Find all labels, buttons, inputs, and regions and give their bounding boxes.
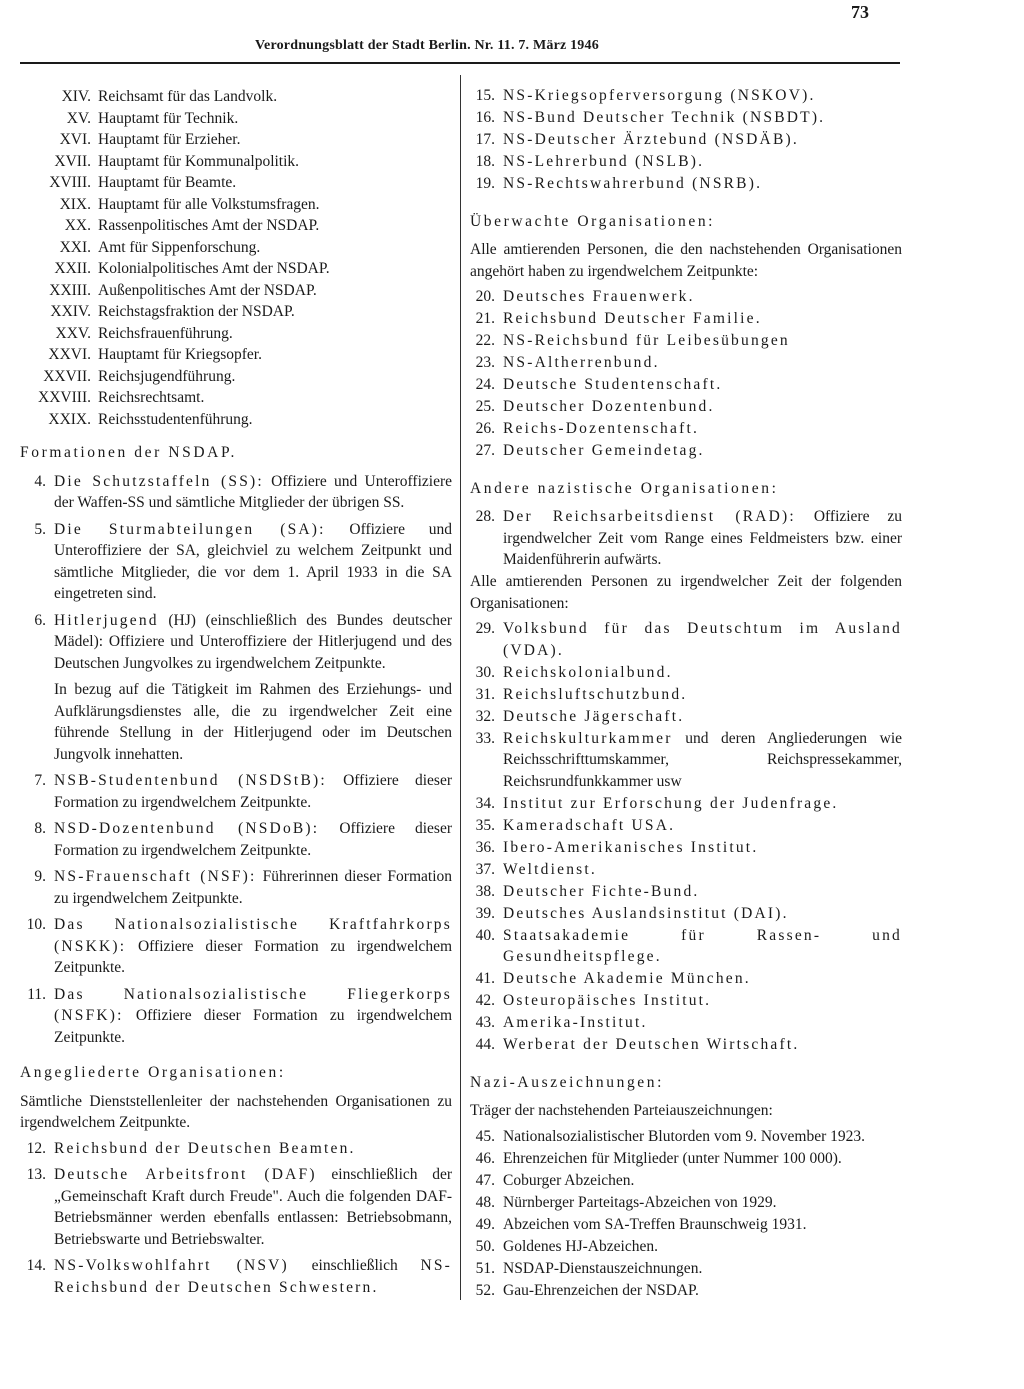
section-title-andere: Andere nazistische Organisationen: <box>470 479 779 497</box>
header-title: Verordnungsblatt der Stadt Berlin. Nr. 11. 7. März 1946 <box>255 38 599 53</box>
list-item: 40. Staatsakademie für Rassen- und Gesundheitspflege. <box>475 926 902 965</box>
list-item: 31. Reichsluftschutzbund. <box>475 685 688 703</box>
list-item: 20. Deutsches Frauenwerk. <box>475 288 695 305</box>
list-item: 19. NS-Rechtswahrerbund (NSRB). <box>475 175 763 192</box>
list-item: 21. Reichsbund Deutscher Familie. <box>475 310 762 327</box>
list-item: 26. Reichs-Dozentenschaft. <box>475 420 700 437</box>
list-item: 52. Gau-Ehrenzeichen der NSDAP. <box>475 1281 699 1299</box>
page-number: 73 <box>851 2 869 22</box>
list-item: XVII. Hauptamt für Kommunalpolitik. <box>54 152 300 170</box>
list-item: XXIV. Reichstagsfraktion der NSDAP. <box>50 303 295 320</box>
list-item: 15. NS-Kriegsopferversorgung (NSKOV). <box>475 87 816 104</box>
list-item: 18. NS-Lehrerbund (NSLB). <box>475 153 705 170</box>
list-item: 51. NSDAP-Dienstauszeichnungen. <box>475 1259 703 1277</box>
list-item: XVIII. Hauptamt für Beamte. <box>49 174 237 191</box>
list-item: 9. NS-Frauenschaft (NSF): Führerinnen dieser Formation zu irgendwelchem Zeitpunkte. <box>34 868 452 907</box>
list-item: 14. NS-Volkswohlfahrt (NSV) einschließlich NS-Reichsbund der Deutschen Schwestern. <box>26 1257 453 1296</box>
list-item: 30. Reichskolonialbund. <box>475 663 673 681</box>
list-item: XIV. Reichsamt für das Landvolk. <box>61 88 278 105</box>
section-intro: Alle amtierenden Personen, die den nachstehenden Organisationen angehört haben zu irgendwelchem Zeitpunkte: <box>470 241 902 280</box>
section-intro: Alle amtierenden Personen zu irgendwelcher Zeit der folgenden Organisationen: <box>470 573 902 612</box>
list-item: 22. NS-Reichsbund für Leibesübungen <box>475 332 790 349</box>
list-item: 50. Goldenes HJ-Abzeichen. <box>475 1237 658 1255</box>
column-divider <box>460 75 461 1300</box>
section-title-formationen: Formationen der NSDAP. <box>20 444 237 461</box>
list-item: XXIX. Reichsstudentenführung. <box>48 410 253 428</box>
list-item: 38. Deutscher Fichte-Bund. <box>475 882 700 900</box>
list-item: 33. Reichskulturkammer und deren Angliederungen wie Reichsschrifttumskammer, Reichspressekammer, Reichsrundfunkkammer usw <box>475 729 903 790</box>
list-item: XXVI. Hauptamt für Kriegsopfer. <box>48 346 262 363</box>
list-item: 28. Der Reichsarbeitsdienst (RAD): Offiziere zu irgendwelcher Zeit vom Range eines Feldmeisters bzw. einer Maidenführerin aufwärts. <box>475 508 903 568</box>
list-item: XXV. Reichsfrauenführung. <box>55 324 233 342</box>
list-item: 25. Deutscher Dozentenbund. <box>475 398 715 415</box>
left-column <box>20 86 452 1298</box>
header-rule <box>20 62 900 64</box>
list-item: 24. Deutsche Studentenschaft. <box>475 376 723 393</box>
list-item: 35. Kameradschaft USA. <box>475 816 676 834</box>
list-item: 27. Deutscher Gemeindetag. <box>475 442 705 459</box>
list-item: 16. NS-Bund Deutscher Technik (NSBDT). <box>475 109 826 126</box>
list-item: 45. Nationalsozialistischer Blutorden vom 9. November 1923. <box>475 1127 866 1145</box>
list-item: 8. NSD-Dozentenbund (NSDoB): Offiziere dieser Formation zu irgendwelchem Zeitpunkte. <box>34 820 452 859</box>
list-item: XXI. Amt für Sippenforschung. <box>59 238 261 256</box>
list-item: 42. Osteuropäisches Institut. <box>475 992 712 1009</box>
roman-list <box>20 86 452 430</box>
list-item: 48. Nürnberger Parteitags-Abzeichen von 1929. <box>475 1193 777 1211</box>
section-intro: Träger der nachstehenden Parteiauszeichnungen: <box>470 1102 773 1119</box>
section-title-ueberwachte: Überwachte Organisationen: <box>470 212 716 230</box>
list-item: 41. Deutsche Akademie München. <box>475 970 751 987</box>
list-item: XIX. Hauptamt für alle Volkstumsfragen. <box>59 195 320 213</box>
list-item: 49. Abzeichen vom SA-Treffen Braunschweig 1931. <box>475 1215 807 1233</box>
list-item: 47. Coburger Abzeichen. <box>475 1171 635 1189</box>
list-item: 39. Deutsches Auslandsinstitut (DAI). <box>475 904 789 922</box>
list-item: 17. NS-Deutscher Ärztebund (NSDÄB). <box>475 131 799 148</box>
list-item: 44. Werberat der Deutschen Wirtschaft. <box>475 1036 800 1053</box>
list-item: 12. Reichsbund der Deutschen Beamten. <box>26 1139 356 1157</box>
list-item: XXVIII. Reichsrechtsamt. <box>38 389 205 406</box>
list-item: 32. Deutsche Jägerschaft. <box>475 707 685 725</box>
section-title-auszeichnungen: Nazi-Auszeichnungen: <box>470 1073 665 1091</box>
list-item: 13. Deutsche Arbeitsfront (DAF) einschließlich der „Gemeinschaft Kraft durch Freude". Auch die folgenden DAF-Betriebsmänner werden ebenfalls entlassen: Betriebsobmann, Betriebswarte und Betriebswalter. <box>26 1166 452 1248</box>
list-item: 46. Ehrenzeichen für Mitglieder (unter Nummer 100 000). <box>475 1149 842 1167</box>
list-item: XXIII. Außenpolitisches Amt der NSDAP. <box>49 281 317 299</box>
list-item: 23. NS-Altherrenbund. <box>475 354 660 371</box>
list-item: 10. Das Nationalsozialistische Kraftfahrkorps (NSKK): Offiziere dieser Formation zu irgendwelchem Zeitpunkte. <box>26 916 453 976</box>
page-header <box>255 38 895 60</box>
list-item: 29. Volksbund für das Deutschtum im Ausland (VDA). <box>475 620 902 659</box>
list-item: XVI. Hauptamt für Erzieher. <box>59 131 241 148</box>
list-item: 34. Institut zur Erforschung der Judenfrage. <box>475 794 839 812</box>
list-item: 43. Amerika-Institut. <box>475 1014 648 1031</box>
list-item: 11. Das Nationalsozialistische Fliegerkorps (NSFK): Offiziere dieser Formation zu irgendwelchem Zeitpunkte. <box>27 985 453 1046</box>
right-column <box>470 85 902 1302</box>
list-item: 36. Ibero-Amerikanisches Institut. <box>475 838 759 856</box>
hj-paragraph: In bezug auf die Tätigkeit im Rahmen des Erziehungs- und Aufklärungsdienstes alle, die zu irgendwelcher Zeit eine führende Stellung in der Hitlerjugend oder im Deutschen Jungvolk innehatten. <box>54 681 452 763</box>
list-item: 7. NSB-Studentenbund (NSDStB): Offiziere dieser Formation zu irgendwelchem Zeitpunkte. <box>34 772 453 811</box>
list-item: XX. Rassenpolitisches Amt der NSDAP. <box>64 217 320 234</box>
list-item: XXII. Kolonialpolitisches Amt der NSDAP. <box>54 260 330 277</box>
list-item: 37. Weltdienst. <box>475 860 597 878</box>
list-item: 4. Die Schutzstaffeln (SS): Offiziere und Unteroffiziere der Waffen-SS und sämtliche Mitglieder der übrigen SS. <box>34 472 453 511</box>
list-item: XXVII. Reichsjugendführung. <box>43 367 236 385</box>
section-intro: Sämtliche Dienststellenleiter der nachstehenden Organisationen zu irgendwelchem Zeitpunkte. <box>20 1092 452 1131</box>
section-title-angegliederte: Angegliederte Organisationen: <box>20 1064 286 1081</box>
list-item: 6. Hitlerjugend (HJ) (einschließlich des Bundes deutscher Mädel): Offiziere und Unteroffiziere der Hitlerjugend und des Deutschen Jungvolkes zu irgendwelchem Zeitpunkte. <box>34 611 453 672</box>
list-item: 5. Die Sturmabteilungen (SA): Offiziere und Unteroffiziere der SA, gleichviel zu welchem Zeitpunkt und sämtliche Mitglieder, die vor dem 1. April 1933 in die SA eingetreten sind. <box>34 520 452 602</box>
list-item: XV. Hauptamt für Technik. <box>66 109 239 127</box>
